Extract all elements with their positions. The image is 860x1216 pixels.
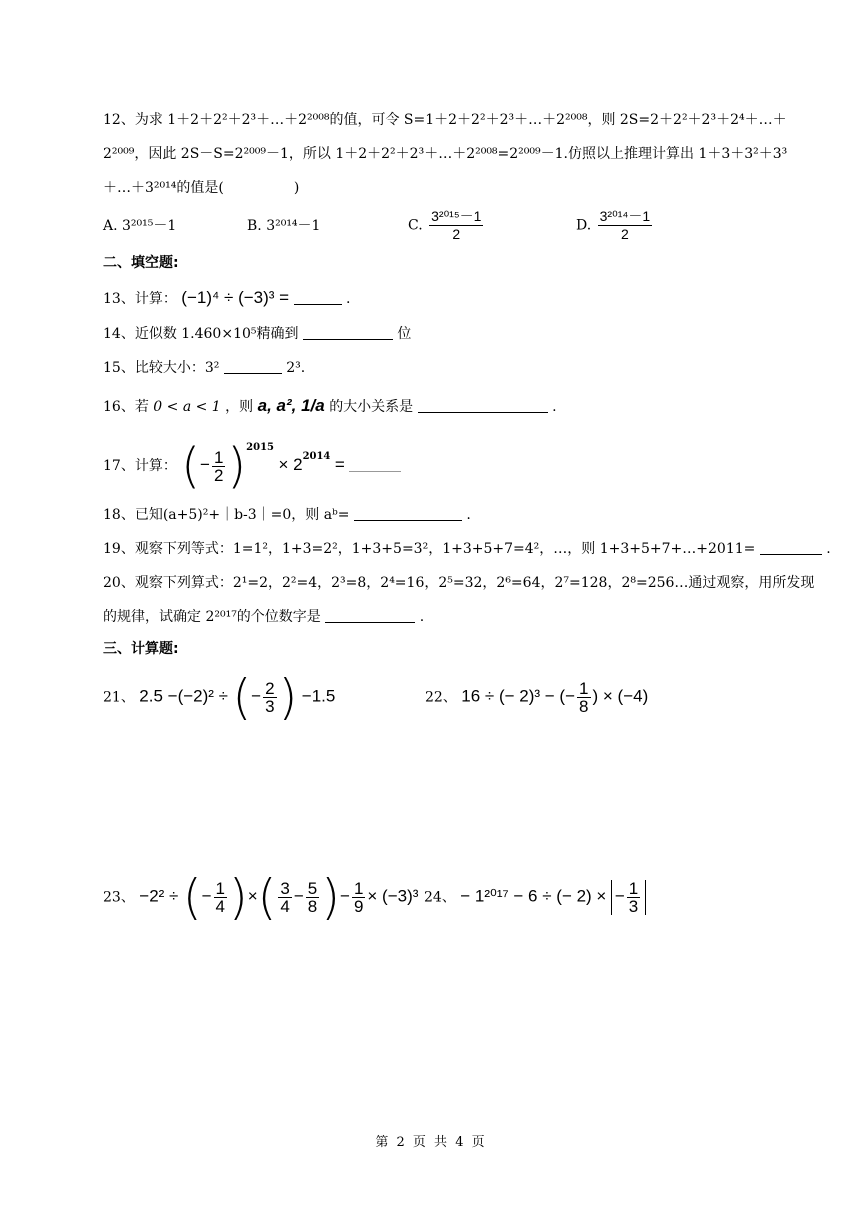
q23-fraction-2 (278, 880, 291, 915)
minus-sign: − (201, 886, 212, 906)
q22-label: 22、 (425, 689, 457, 706)
q23-label: 23、 (103, 889, 135, 906)
q21 (103, 669, 336, 726)
q16-prefix: 16、若 (103, 399, 149, 415)
times-sign: × (247, 886, 258, 906)
q20-text: 的规律，试确定 2²⁰¹⁷的个位数字是 (103, 609, 321, 625)
option-d-label: D. (576, 217, 592, 234)
q22-fraction (577, 680, 590, 715)
page-footer: 第 2 页 共 4 页 (375, 1135, 485, 1150)
q15-suffix: 2³. (286, 360, 306, 376)
fraction-numerator: 1 (353, 879, 364, 898)
q19 (103, 539, 831, 559)
right-paren: ) (228, 869, 248, 926)
q19-text: 19、观察下列等式：1=1²，1+3=2²，1+3+5=3²，1+3+5+7=4²，…，则 1+3+5+7+…+2011= (103, 541, 756, 557)
q12-option-c (408, 208, 485, 243)
q21-expression-a: 2.5 −(−2)² ÷ (139, 686, 228, 706)
right-paren: ) (278, 669, 298, 726)
q23-fraction-4 (352, 880, 365, 915)
q13-answer-blank[interactable] (294, 290, 342, 305)
q23-fraction-3 (306, 880, 319, 915)
q23-expression-b: × (−3)³ (367, 886, 419, 906)
fraction-denominator: 3 (628, 897, 639, 916)
q17-exponent-2: 2014 (302, 451, 331, 462)
left-paren: ( (232, 669, 252, 726)
q20-line1: 20、观察下列算式：2¹=2，2²=4，2³=8，2⁴=16，2⁵=32，2⁶=64，2⁷=128，2⁸=256…通过观察，用所发现 (103, 575, 815, 591)
q15-prefix: 15、比较大小：3² (103, 360, 220, 376)
q24-absolute-value (611, 880, 646, 915)
q18-answer-blank[interactable] (354, 506, 462, 521)
fraction-numerator: 3 (280, 879, 290, 898)
minus-sign: − (251, 686, 262, 706)
fraction-numerator: 5 (307, 879, 318, 898)
q16-answer-blank[interactable] (418, 398, 548, 413)
right-paren: ) (227, 438, 247, 494)
q23-fraction-1 (214, 880, 227, 915)
q19-answer-blank[interactable] (760, 540, 822, 555)
q24 (424, 880, 646, 915)
q21-fraction (263, 680, 276, 715)
fraction-denominator: 2 (621, 226, 629, 242)
q16-condition: 0 < a < 1 (153, 399, 221, 415)
q16 (103, 396, 557, 417)
q17-equals: = (334, 455, 345, 474)
q22-expression-b: ) × (−4) (592, 686, 649, 706)
q12-line1: 12、为求 1＋2＋2²＋2³＋…＋2²⁰⁰⁸的值，可令 S=1＋2＋2²＋2³＋…＋2²⁰⁰⁸，则 2S=2＋2²＋2³＋2⁴＋…＋ (103, 112, 787, 128)
fraction-numerator: 1 (215, 879, 225, 898)
q12-line3: ＋…＋3²⁰¹⁴的值是( ) (103, 180, 300, 196)
q17 (103, 438, 401, 494)
option-c-label: C. (408, 217, 423, 234)
fraction-numerator: 1 (579, 679, 589, 698)
q15-answer-blank[interactable] (224, 359, 282, 374)
minus-sign: − (293, 886, 304, 906)
left-paren: ( (181, 438, 201, 494)
q17-answer-blank[interactable] (349, 457, 401, 472)
q24-fraction (627, 880, 640, 915)
fraction-numerator: 1 (213, 447, 224, 467)
q12-line2: 2²⁰⁰⁹，因此 2S－S=2²⁰⁰⁹－1，所以 1＋2＋2²＋2³＋…＋2²⁰⁰⁸=2²⁰⁰⁹－1.仿照以上推理计算出 1＋3＋3²＋3³ (103, 146, 788, 162)
minus-sign: − (200, 455, 210, 474)
q18-end: . (466, 507, 471, 523)
fraction-denominator: 8 (579, 697, 589, 716)
q20-line2 (103, 607, 424, 627)
fraction-numerator: 3²⁰¹⁴－1 (599, 208, 651, 224)
q20-answer-blank[interactable] (325, 608, 415, 623)
q17-prefix: 17、计算： (103, 458, 177, 474)
fraction-denominator: 3 (265, 697, 275, 716)
q16-variables: a, a², 1/a (257, 396, 325, 415)
q23-expression-a: −2² ÷ (139, 886, 179, 906)
fraction-numerator: 3²⁰¹⁵－1 (431, 208, 482, 224)
q16-mid: ，则 (225, 399, 254, 415)
q12-option-a: A. 3²⁰¹⁵－1 (103, 218, 177, 234)
left-paren: ( (182, 869, 202, 926)
q16-suffix: 的大小关系是 (329, 399, 414, 415)
fraction-denominator: 2 (213, 465, 224, 485)
q18-text: 18、已知(a+5)²+｜b-3｜=0，则 aᵇ= (103, 507, 350, 523)
q19-end: . (826, 541, 831, 557)
q22 (425, 680, 648, 715)
q15 (103, 358, 305, 378)
left-paren: ( (257, 869, 277, 926)
fraction-numerator: 1 (628, 879, 639, 898)
q14-prefix: 14、近似数 1.460×10⁵精确到 (103, 326, 299, 342)
q17-exponent-1: 2015 (246, 442, 274, 453)
section-calculation-title: 三、计算题: (103, 641, 179, 657)
q18 (103, 505, 471, 525)
fraction-denominator: 4 (280, 897, 290, 916)
fraction-denominator: 4 (215, 897, 225, 916)
q13-suffix: . (346, 291, 351, 307)
q14-suffix: 位 (397, 326, 412, 342)
q12-option-d (576, 208, 654, 243)
option-d-fraction (598, 208, 653, 243)
q13-expression: (−1)⁴ ÷ (−3)³ = (181, 288, 290, 307)
q12-option-b: B. 3²⁰¹⁴－1 (247, 218, 321, 234)
minus-sign: − (340, 886, 350, 906)
q23 (103, 869, 419, 926)
q20-end: . (419, 609, 425, 625)
q13-prefix: 13、计算： (103, 291, 177, 307)
q13 (103, 288, 350, 309)
q16-end: . (552, 399, 557, 415)
q21-label: 21、 (103, 689, 135, 706)
right-paren: ) (321, 869, 340, 926)
q17-times: × 2 (278, 455, 303, 474)
fraction-denominator: 2 (452, 226, 461, 242)
section-fill-in-title: 二、填空题: (103, 255, 179, 271)
fraction-denominator: 8 (307, 897, 318, 916)
q17-fraction (212, 449, 225, 484)
q24-expression-a: − 1²⁰¹⁷ − 6 ÷ (− 2) × (460, 886, 607, 906)
q14 (103, 324, 411, 344)
q21-expression-b: −1.5 (301, 686, 336, 706)
q24-label: 24、 (424, 889, 456, 906)
q22-expression-a: 16 ÷ (− 2)³ − (− (461, 686, 576, 706)
fraction-denominator: 9 (353, 897, 364, 916)
option-c-fraction (429, 208, 483, 243)
q14-answer-blank[interactable] (303, 325, 393, 340)
fraction-numerator: 2 (265, 679, 275, 698)
minus-sign: − (614, 886, 625, 906)
